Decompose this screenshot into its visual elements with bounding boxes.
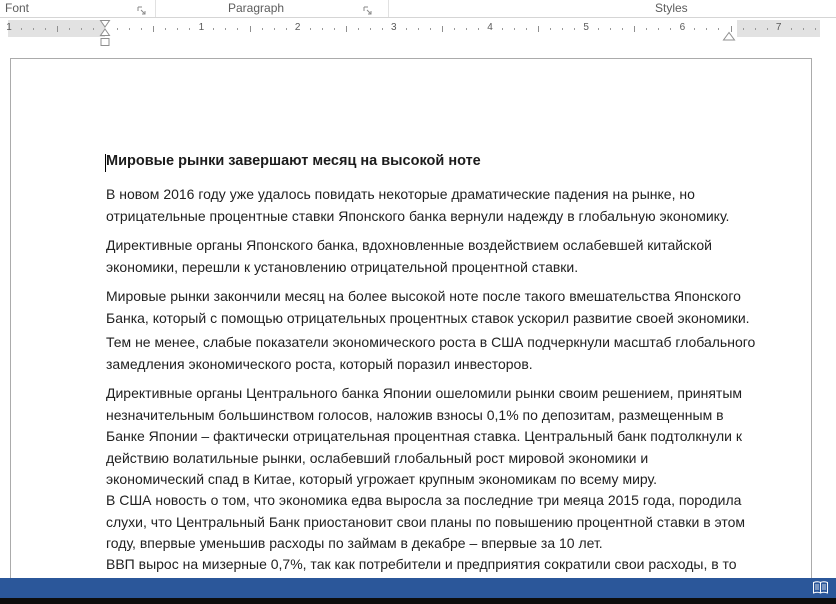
ruler-tick (33, 28, 34, 30)
document-page[interactable] (10, 58, 812, 578)
horizontal-ruler[interactable] (8, 20, 820, 37)
ruler-tick (189, 28, 190, 30)
text-line[interactable]: ВВП вырос на мизерные 0,7%, так как потребители и предприятия сократили свои расходы, в то (106, 556, 737, 572)
ruler-tick (646, 28, 647, 30)
text-line[interactable]: действию волатильные рынки, ослабевший глобальный рост мировой экономики и (106, 449, 649, 466)
ribbon-group-label-font: Font (5, 1, 30, 15)
text-line[interactable]: году, впервые уменьшив расходы по займам в декабре – впервые за 10 лет. (106, 535, 603, 551)
status-bar (0, 578, 836, 598)
ruler-tick (454, 28, 455, 30)
indent-marker-icon (98, 20, 112, 47)
right-indent-icon (722, 32, 736, 41)
ruler-number: 6 (679, 22, 686, 33)
paragraph[interactable] (106, 286, 750, 329)
ruler-tick (69, 28, 70, 30)
ruler-tick (57, 26, 58, 32)
ruler-tick (93, 28, 94, 30)
ribbon-group-label-styles: Styles (655, 1, 688, 15)
ruler-zone (0, 18, 836, 58)
document-title[interactable]: Мировые рынки завершают месяц на высокой ноте (106, 153, 481, 169)
text-line[interactable]: Мировые рынки закончили месяц на более высокой ноте после такого вмешательства Японского (106, 288, 741, 304)
ruler-tick (718, 28, 719, 30)
ruler-tick (562, 28, 563, 30)
ruler-tick (622, 28, 623, 30)
dialog-launcher-icon (363, 6, 373, 16)
ruler-tick (526, 28, 527, 30)
ruler-tick (442, 26, 443, 32)
ruler-tick (153, 26, 154, 32)
ruler-tick (634, 26, 635, 32)
group-separator (155, 0, 156, 17)
ruler-tick (225, 28, 226, 30)
paragraph-dialog-launcher[interactable] (363, 3, 375, 15)
ruler-tick (346, 26, 347, 32)
text-line[interactable]: отрицательные процентные ставки Японского банка вернули надежду в глобальную экономику. (106, 207, 730, 224)
ruler-tick (406, 28, 407, 30)
ruler-tick (418, 28, 419, 30)
paragraph[interactable] (106, 184, 729, 227)
ruler-number: 2 (294, 22, 301, 33)
indent-markers[interactable] (98, 20, 112, 47)
ruler-tick (791, 28, 792, 30)
text-line[interactable]: слухи, что Центральный Банк приостановит свои планы по повышению процентной ставки в этом (106, 513, 746, 530)
ruler-tick (430, 28, 431, 30)
taskbar-strip (0, 598, 836, 604)
text-line[interactable]: экономический спад в Китае, который угрожает крупным экономикам по всему миру. (106, 471, 658, 487)
ruler-number: 7 (775, 22, 782, 33)
ruler-number: 1 (198, 22, 205, 33)
ruler-tick (767, 28, 768, 30)
group-separator (388, 0, 389, 17)
ruler-tick (598, 28, 599, 30)
paragraph[interactable] (106, 383, 742, 491)
ruler-tick (574, 28, 575, 30)
ruler-tick (694, 28, 695, 30)
ruler-tick (815, 28, 816, 30)
ruler-tick (538, 26, 539, 32)
ruler-tick (177, 28, 178, 30)
ruler-tick (755, 28, 756, 30)
ruler-tick (237, 28, 238, 30)
ribbon-group-bar (0, 0, 836, 18)
ruler-tick (478, 28, 479, 30)
ruler-tick (610, 28, 611, 30)
ruler-tick (141, 28, 142, 30)
text-line[interactable]: Директивные органы Центрального банка Японии ошеломили рынки своим решением, принятым (106, 385, 743, 401)
text-line[interactable]: экономики, перешли к установлению отрицательной процентной ставки. (106, 258, 579, 275)
ruler-tick (670, 28, 671, 30)
ruler-tick (803, 28, 804, 30)
paragraph[interactable] (106, 490, 745, 555)
ruler-tick (322, 28, 323, 30)
ruler-tick (334, 28, 335, 30)
font-dialog-launcher[interactable] (137, 3, 149, 15)
text-line[interactable]: Директивные органы Японского банка, вдохновленные воздействием ослабевшей китайской (106, 237, 712, 253)
ruler-number: 3 (391, 22, 397, 33)
text-line[interactable]: Тем не менее, слабые показатели экономического роста в США подчеркнули масштаб глобального (106, 334, 756, 350)
paragraph[interactable] (106, 332, 755, 375)
ruler-tick (286, 28, 287, 30)
text-line[interactable]: В США новость о том, что экономика едва выросла за последние три меяца 2015 года, породила (106, 492, 742, 508)
text-line[interactable]: замедления экономического роста, который поразил инвесторов. (106, 355, 533, 372)
text-line[interactable]: Банке Японии – фактически отрицательная процентная ставка. Центральный банк подтолкнули к (106, 428, 742, 444)
ruler-tick (129, 28, 130, 30)
open-book-icon (812, 581, 829, 595)
ruler-tick (262, 28, 263, 30)
ruler-tick (706, 28, 707, 30)
ruler-tick (743, 28, 744, 30)
ribbon-group-label-paragraph: Paragraph (228, 1, 285, 15)
ruler-tick (21, 28, 22, 30)
ruler-number: 4 (487, 22, 493, 33)
ruler-tick (81, 28, 82, 30)
ruler-tick (514, 28, 515, 30)
ruler-tick (213, 28, 214, 30)
ruler-tick (550, 28, 551, 30)
paragraph[interactable] (106, 235, 712, 278)
ruler-number: 1 (6, 22, 12, 33)
ruler-tick (370, 28, 371, 30)
ruler-tick (45, 28, 46, 30)
ruler-number: 5 (583, 22, 589, 33)
ruler-tick (310, 28, 311, 30)
text-line[interactable]: В новом 2016 году уже удалось повидать некоторые драматические падения на рынке, но (106, 186, 695, 202)
dialog-launcher-icon (137, 6, 147, 16)
text-line[interactable]: незначительным большинством голосов, наложив взносы 0,1% по депозитам, размещенным в (106, 406, 724, 423)
ruler-tick (382, 28, 383, 30)
ruler-tick (117, 28, 118, 30)
ruler-tick (658, 28, 659, 30)
text-line[interactable]: Банка, который с помощью отрицательных процентных ставок ускорил развитие своей экономики. (106, 309, 750, 326)
ruler-tick (250, 26, 251, 32)
ruler-tick (165, 28, 166, 30)
ruler-tick (358, 28, 359, 30)
right-indent-marker[interactable] (722, 28, 736, 37)
ruler-tick (466, 28, 467, 30)
read-mode-button[interactable] (812, 581, 830, 596)
ruler-tick (502, 28, 503, 30)
ruler-tick (274, 28, 275, 30)
